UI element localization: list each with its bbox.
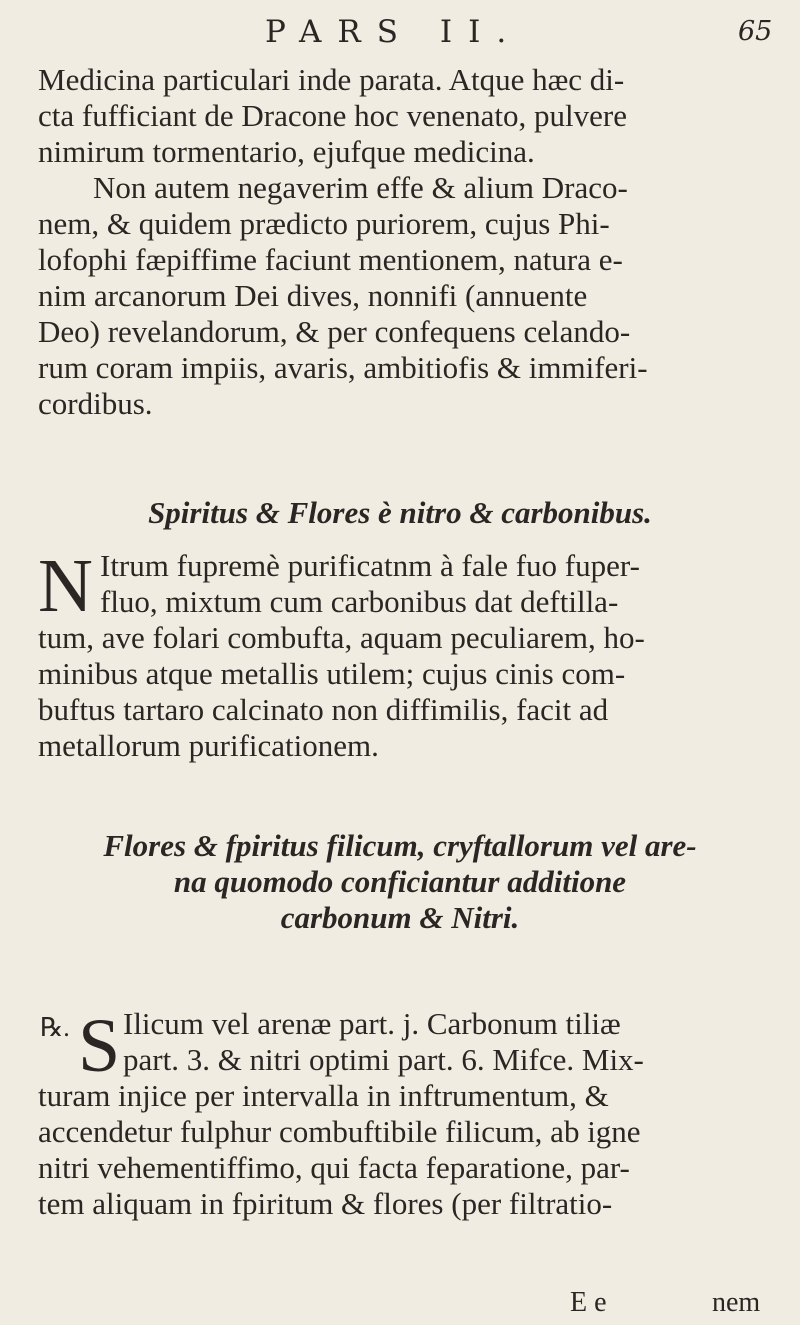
paragraph-2	[38, 544, 788, 764]
heading-line: na quomodo conficiantur additione	[173, 864, 627, 899]
text-line: lofophi fæpiffime faciunt mentionem, natura e-	[38, 242, 623, 277]
text-line: accendetur fulphur combuftibile filicum, ab igne	[38, 1114, 641, 1149]
drop-cap: N	[38, 544, 93, 628]
drop-cap: S	[78, 1004, 121, 1088]
heading-line: carbonum & Nitri.	[280, 900, 520, 935]
text-line: metallorum purificationem.	[38, 728, 379, 763]
text-line: minibus atque metallis utilem; cujus cinis com-	[38, 656, 626, 691]
text-line: Itrum fupremè purificatnm à fale fuo fuper-	[100, 548, 640, 583]
signature-mark: E e	[570, 1287, 607, 1318]
text-line: rum coram impiis, avaris, ambitiofis & immiferi-	[38, 350, 648, 385]
text-line: nem, & quidem prædicto puriorem, cujus Phi-	[38, 206, 610, 241]
page-number: 65	[738, 16, 773, 47]
text-line: cordibus.	[38, 386, 153, 421]
text-line: nimirum tormentario, ejufque medicina.	[38, 134, 535, 169]
text-line: nim arcanorum Dei dives, nonnifi (annuente	[38, 278, 588, 313]
text-line: tum, ave folari combufta, aquam peculiarem, ho-	[38, 620, 645, 655]
section-heading-1: Spiritus & Flores è nitro & carbonibus.	[148, 495, 652, 530]
running-title: PARS II.	[265, 14, 523, 50]
recipe-symbol: ℞.	[40, 1013, 70, 1042]
text-line: tem aliquam in fpiritum & flores (per filtratio-	[38, 1186, 613, 1221]
text-line: Ilicum vel arenæ part. j. Carbonum tiliæ	[123, 1006, 621, 1041]
paragraph-3	[38, 1006, 788, 1222]
text-line: Deo) revelandorum, & per confequens celando-	[38, 314, 631, 349]
text-line: buftus tartaro calcinato non diffimilis, facit ad	[38, 692, 609, 727]
catchword: nem	[712, 1287, 761, 1318]
section-heading-2	[0, 828, 800, 936]
text-line: part. 3. & nitri optimi part. 6. Mifce. Mix-	[123, 1042, 644, 1077]
running-header	[0, 12, 800, 56]
text-line: nitri vehementiffimo, qui facta feparatione, par-	[38, 1150, 630, 1185]
text-line: Non autem negaverim effe & alium Draco-	[93, 170, 628, 205]
heading-line: Flores & fpiritus filicum, cryftallorum vel are-	[103, 828, 697, 863]
text-line: cta fufficiant de Dracone hoc venenato, pulvere	[38, 98, 627, 133]
text-line: Medicina particulari inde parata. Atque hæc di-	[38, 62, 625, 97]
text-line: turam injice per intervalla in inftrumentum, &	[38, 1078, 609, 1113]
text-line: fluo, mixtum cum carbonibus dat deftilla-	[100, 584, 619, 619]
paragraph-1	[38, 62, 788, 422]
